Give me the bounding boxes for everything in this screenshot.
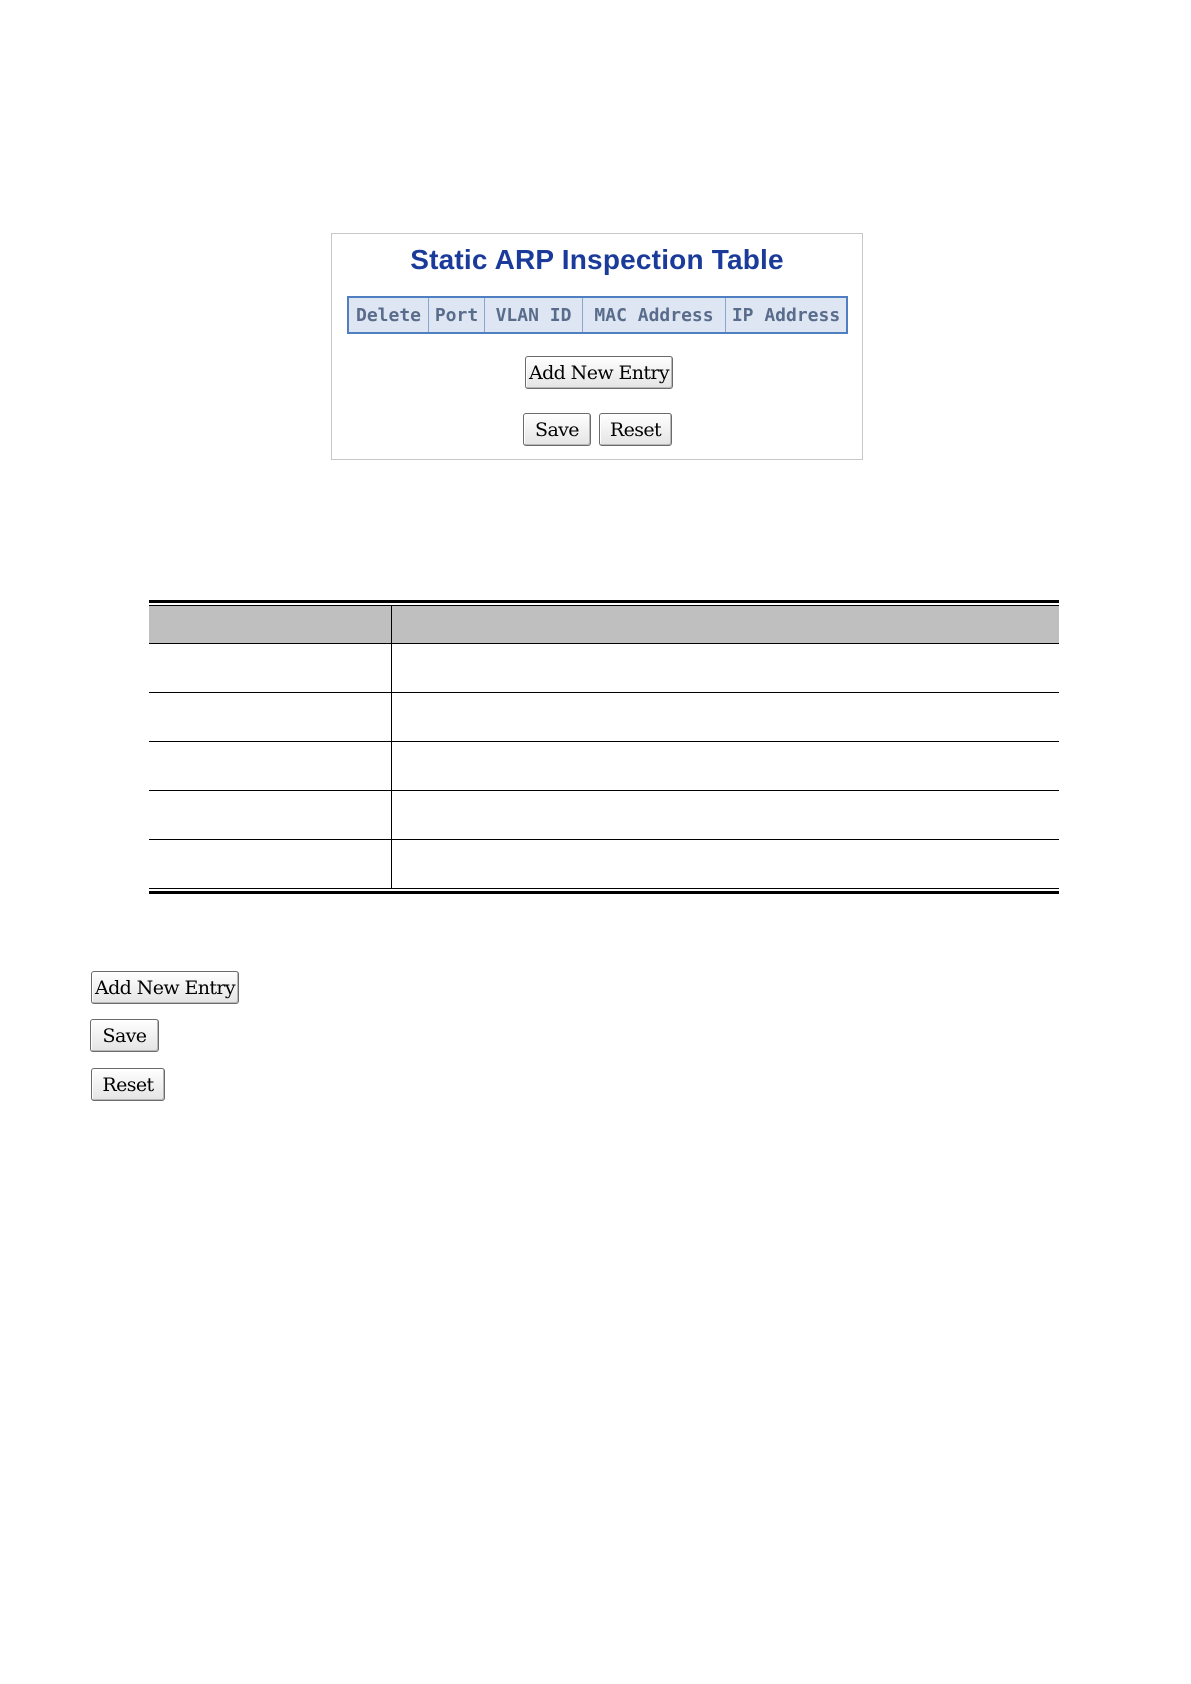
table-row [149,742,1059,791]
table-bottom-rule [149,891,1059,894]
table-row [149,693,1059,742]
table-row [149,791,1059,840]
panel-title: Static ARP Inspection Table [410,244,784,275]
table-cell [392,791,1059,839]
header-cell-object [149,606,392,643]
column-header-port: Port [429,298,485,332]
add-new-entry-button[interactable]: Add New Entry [91,971,239,1004]
table-cell [392,693,1059,741]
static-arp-inspection-panel [331,233,863,460]
table-top-rule [149,600,1059,603]
table-cell [392,644,1059,692]
reset-button[interactable]: Reset [599,413,672,446]
table-cell [149,742,392,790]
table-cell [392,742,1059,790]
column-header-ip-address: IP Address [731,304,841,326]
add-new-entry-button[interactable]: Add New Entry [525,356,673,389]
save-button[interactable]: Save [90,1019,159,1052]
table-cell [149,840,392,888]
static-arp-table-header [347,296,848,334]
header-cell-description [392,606,1059,643]
table-cell [392,840,1059,888]
table-header-row [149,605,1059,644]
column-header-delete: Delete [349,298,429,332]
reset-button[interactable]: Reset [91,1068,165,1101]
parameter-description-table [149,600,1059,894]
column-header-vlan-id: VLAN ID [485,298,583,332]
table-row [149,840,1059,889]
table-row [149,644,1059,693]
table-cell [149,791,392,839]
table-cell [149,693,392,741]
table-cell [149,644,392,692]
save-button[interactable]: Save [523,413,591,446]
column-header-mac-address: MAC Address [583,298,726,332]
